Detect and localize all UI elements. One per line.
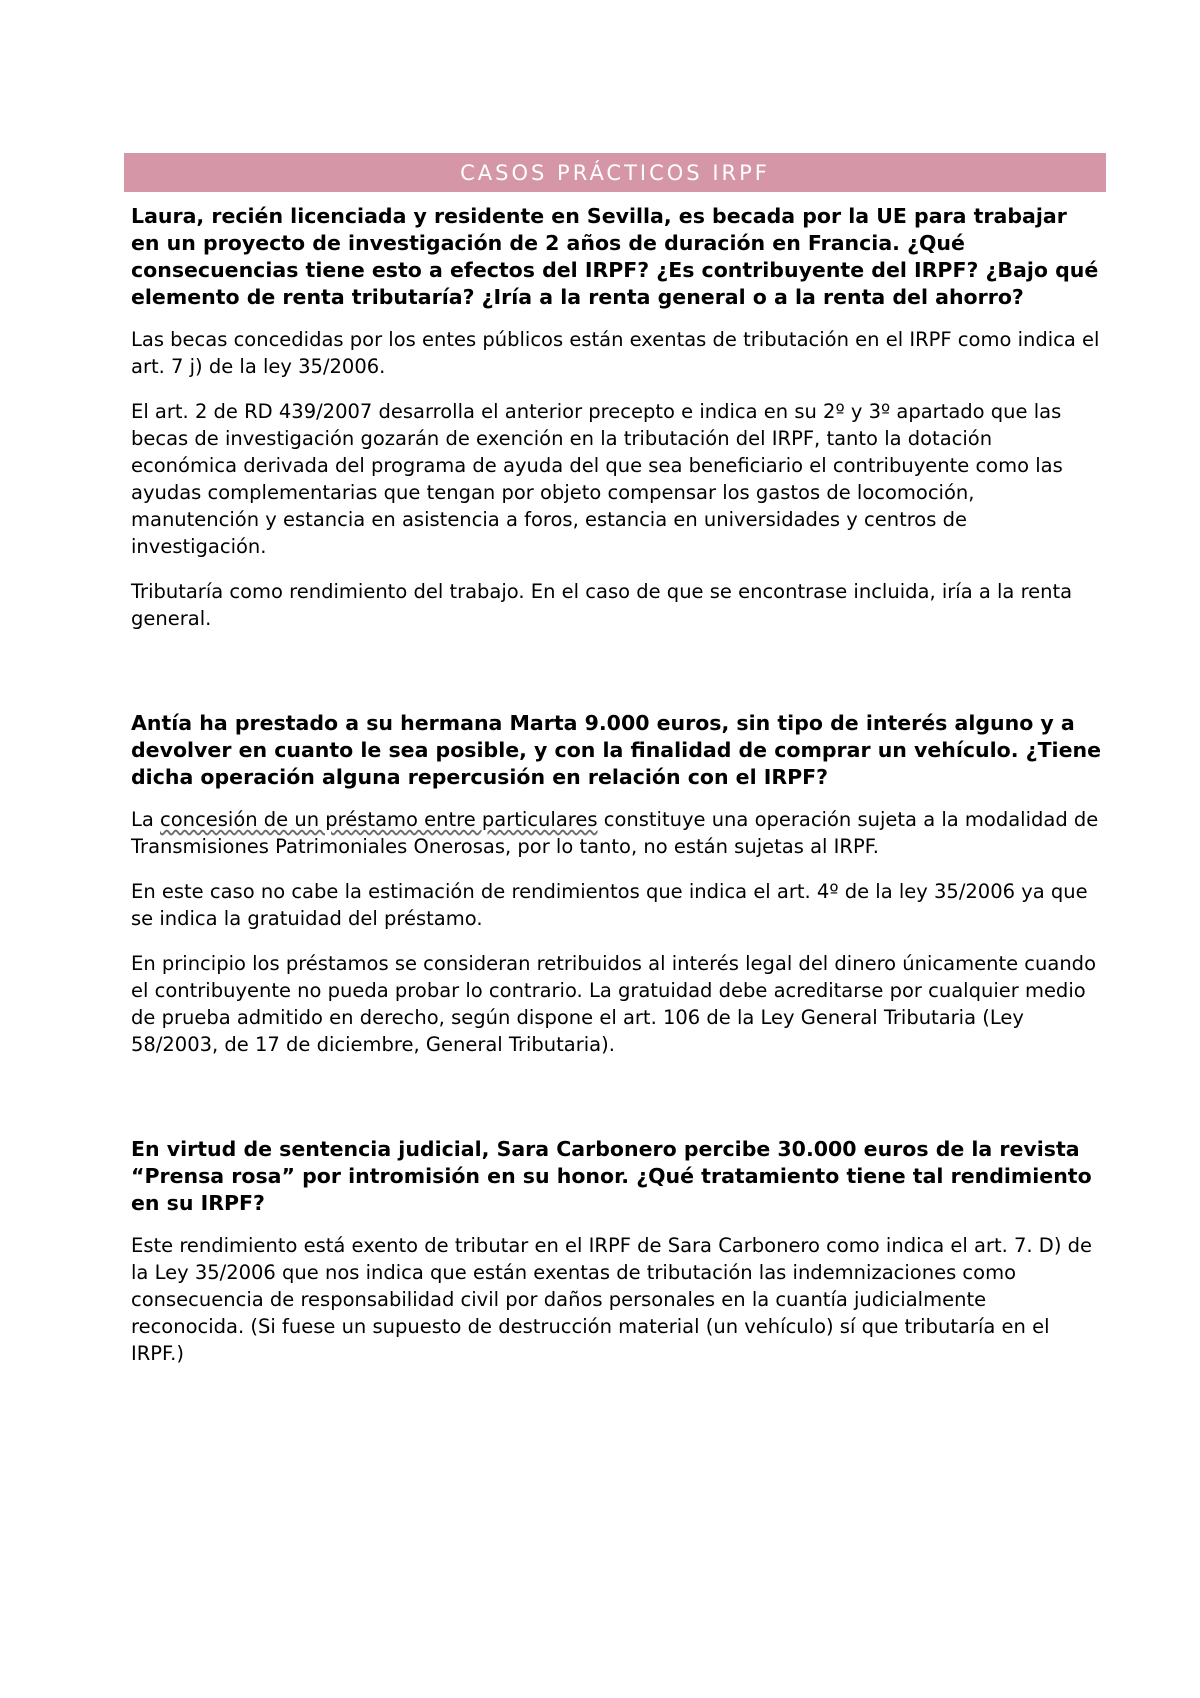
case-2 (131, 710, 1102, 1058)
case-1 (131, 203, 1102, 632)
document-content (124, 153, 1106, 1385)
section-spacer (131, 650, 1102, 710)
case-1-paragraph-3: Tributaría como rendimiento del trabajo. En el caso de que se encontrase incluida, iría a la renta general. (131, 580, 1073, 630)
case-1-paragraph-1: Las becas concedidas por los entes públicos están exentas de tributación en el IRPF como indica el art. 7 j) de la ley 35/2006. (131, 328, 1100, 378)
case-3 (131, 1136, 1102, 1367)
case-1-paragraph-2: El art. 2 de RD 439/2007 desarrolla el anterior precepto e indica en su 2º y 3º apartado que las becas de investigación gozarán de exención en la tributación del IRPF, tanto la dotación económica derivada del programa de ayuda del que sea beneficiario el contribuyente como las ayudas complementarias que tengan por objeto compensar los gastos de locomoción, manutención y estancia en asistencia a foros, estancia en universidades y centros de investigación. (131, 400, 1063, 558)
document-body (124, 203, 1106, 1367)
case-1-question: Laura, recién licenciada y residente en Sevilla, es becada por la UE para trabajar en un proyecto de investigación de 2 años de duración en Francia. ¿Qué consecuencias tiene esto a efectos del IRPF? ¿Es contribuyente del IRPF? ¿Bajo qué elemento de renta tributaría? ¿Iría a la renta general o a la renta del ahorro? (131, 204, 1099, 309)
case-2-paragraph-1 (131, 806, 1102, 860)
case-2-paragraph-1-rest: constituye una operación sujeta a la modalidad de Transmisiones Patrimoniales Onerosas, por lo tanto, no están sujetas al IRPF. (131, 808, 1099, 858)
case-2-paragraph-3: En principio los préstamos se consideran retribuidos al interés legal del dinero únicamente cuando el contribuyente no pueda probar lo contrario. La gratuidad debe acreditarse por cualquier medio de prueba admitido en derecho, según dispone el art. 106 de la Ley General Tributaria (Ley 58/2003, de 17 de diciembre, General Tributaria). (131, 952, 1096, 1056)
case-2-question: Antía ha prestado a su hermana Marta 9.000 euros, sin tipo de interés alguno y a devolver en cuanto le sea posible, y con la finalidad de comprar un vehículo. ¿Tiene dicha operación alguna repercusión en relación con el IRPF? (131, 711, 1101, 789)
title-bar (124, 153, 1106, 192)
case-2-paragraph-2: En este caso no cabe la estimación de rendimientos que indica el art. 4º de la ley 35/2006 ya que se indica la gratuidad del préstamo. (131, 880, 1088, 930)
case-3-question: En virtud de sentencia judicial, Sara Carbonero percibe 30.000 euros de la revista “Prensa rosa” por intromisión en su honor. ¿Qué tratamiento tiene tal rendimiento en su IRPF? (131, 1137, 1092, 1215)
case-2-paragraph-1-lead: La (131, 808, 161, 831)
spellcheck-underlined-phrase: concesión de un préstamo entre particulares (160, 808, 598, 831)
section-spacer (131, 1076, 1102, 1136)
case-3-paragraph-1: Este rendimiento está exento de tributar en el IRPF de Sara Carbonero como indica el art. 7. D) de la Ley 35/2006 que nos indica que están exentas de tributación las indemnizaciones como consecuencia de responsabilidad civil por daños personales en la cuantía judicialmente reconocida. (Si fuese un supuesto de destrucción material (un vehículo) sí que tributaría en el IRPF.) (131, 1234, 1092, 1365)
document-title: CASOS PRÁCTICOS IRPF (460, 160, 770, 185)
